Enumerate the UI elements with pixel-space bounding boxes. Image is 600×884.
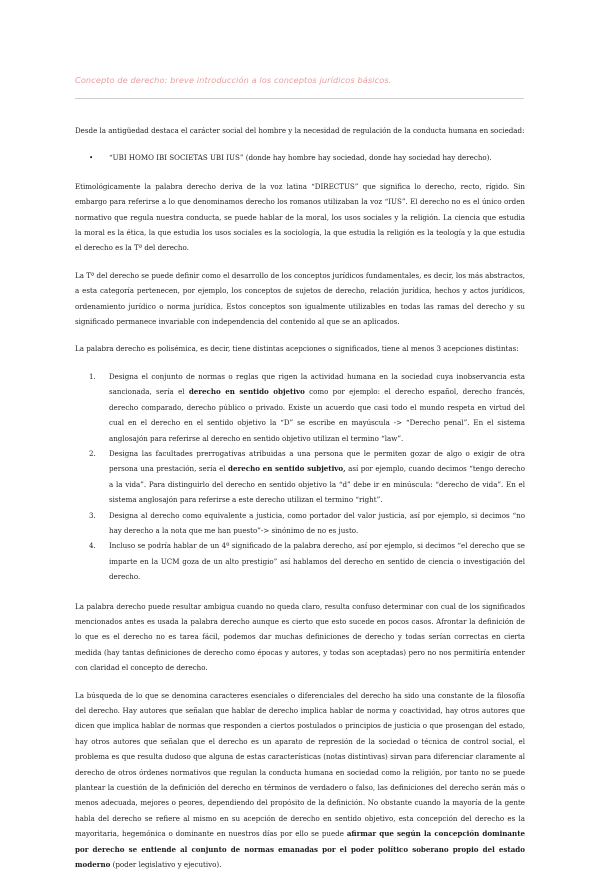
list-item [75,446,525,508]
paragraph-essential-traits [75,688,525,873]
senses-list [75,369,525,585]
paragraph-polysemy: La palabra derecho es polisémica, es decir, tiene distintas acepciones o significados, tiene al menos 3 acepciones distintas: [75,344,519,354]
paragraph-ambiguity: La palabra derecho puede resultar ambigua cuando no queda claro, resulta confuso determinar con cual de los significados mencionados antes es usada la palabra derecho aunque es cierto que esto sucede en pocos casos. Afrontar la definición de lo que es el derecho no es tarea fácil, podemos dar muchas definiciones de derecho y todas serían correctas en cierta medida (hay tantas definiciones de derecho como épocas y autores, y todas son aceptadas) pero no nos permitiría entender con claridad el concepto de derecho. [75,601,525,673]
list-item [75,538,525,584]
sense-text: Designa las facultades prerrogativas atribuidas a una persona que le permiten gozar de algo o exigir de otra persona una prestación, sería el [109,448,525,474]
bullet-list [75,150,525,165]
sense-text: así por ejemplo, cuando decimos “tengo derecho a la vida”. Para distinguirlo del derecho en sentido objetivo la “d” debe ir en minúscula: “derecho de vida”. En el sistema anglosajón para referirse a este derecho utilizan el termino “right”. [109,464,525,505]
list-item [75,369,525,446]
paragraph-etymology: Etimológicamente la palabra derecho deriva de la voz latina “DIRECTUS” que significa lo derecho, recto, rígido. Sin embargo para referirse a lo que denominamos derecho los romanos utilizaban la voz “IUS”. El derecho no es el único orden normativo que regula nuestra conducta, se puede hablar de la moral, los usos sociales y la religión. La ciencia que estudia la moral es la ética, la que estudia los usos sociales es la sociología, la que estudia la religión es la teología y la que estudia el derecho es la Tª del derecho. [75,181,525,253]
document-body [75,123,525,884]
paragraph-text: (poder legislativo y ejecutivo). [110,860,222,870]
sense-text: como por ejemplo: el derecho español, derecho francés, derecho comparado, derecho público o privado. Existe un acuerdo que casi todo el mundo respeta en virtud del cual en el derecho en el sentido objetivo la “D” se escribe en mayúscula -> “Derecho penal”. En el sistema anglosajón para referirse al derecho en sentido objetivo utilizan el termino “law”. [109,387,525,443]
paragraph-bold: afirmar que según la concepción dominante por derecho se entiende al conjunto de normas emanadas por el poder político soberano propio del estado moderno [75,829,525,870]
paragraph-theory: La Tª del derecho se puede definir como el desarrollo de los conceptos jurídicos fundamentales, es decir, los más abstractos, a esta categoría pertenecen, por ejemplo, los conceptos de sujetos de derecho, relación jurídica, hechos y actos jurídicos, ordenamiento jurídico o norma jurídica. Estos conceptos son igualmente utilizables en todas las ramas del derecho y su significado permanece invariable con independencia del contenido al que se an aplicados. [75,270,525,327]
bullet-text: “UBI HOMO IBI SOCIETAS UBI IUS” (donde hay hombre hay sociedad, donde hay sociedad hay derecho). [109,153,492,163]
paragraph-text: La búsqueda de lo que se denomina caracteres esenciales o diferenciales del derecho ha sido una constante de la filosofía del derecho. Hay autores que señalan que hablar de derecho implica hablar de norma y coactividad, hay otros autores que dicen que implica hablar de normas que responden a ciertos postulados o principios de justicia o que prosengan del estado, hay otros autores que señalan que el derecho es un aparato de represión de la sociedad o técnica de control social, el problema es que resulta dudoso que alguna de estas características (notas distintivas) sirvan para diferenciar claramente al derecho de otros órdenes normativos que regulan la conducta humana en sociedad como la religión, por tanto no se puede plantear la cuestión de la definición del derecho en términos de verdadero o falso, las definiciones del derecho serán más o menos adecuada, mejores o peores, dependiendo del propósito de la definición. No obstante cuando la mayoría de la gente habla del derecho se refiere al mismo en su acepción de derecho en sentido objetivo, esta concepción del derecho es la mayoritaria, hegemónica o dominante en nuestros días por ello se puede [75,690,525,839]
list-number: 3. [89,510,96,520]
list-number: 2. [89,448,96,458]
document-title: Concepto de derecho: breve introducción a los conceptos jurídicos básicos. [75,75,392,85]
paragraph-intro: Desde la antigüedad destaca el carácter social del hombre y la necesidad de regulación de la conducta humana en sociedad: [75,126,525,135]
bullet-icon: • [89,153,94,163]
list-item [75,508,525,539]
list-number: 1. [89,371,96,381]
sense-text: Designa el conjunto de normas o reglas que rigen la actividad humana en la sociedad cuya inobservancia esta sancionada, sería el [109,371,525,397]
sense-bold: derecho en sentido subjetivo, [228,464,346,474]
sense-text: Incluso se podría hablar de un 4º significado de la palabra derecho, así por ejemplo, si decimos “el derecho que se imparte en la UCM goza de un alto prestigio” así hablamos del derecho en sentido de ciencia o investigación del derecho. [109,541,525,582]
list-number: 4. [89,541,96,551]
sense-text: Designa al derecho como equivalente a justicia, como portador del valor justicia, así por ejemplo, si decimos “no hay derecho a la nota que me han puesto”-> sinónimo de no es justo. [109,510,525,535]
title-divider [75,98,524,99]
list-item [75,150,525,165]
sense-bold: derecho en sentido objetivo [188,387,305,397]
